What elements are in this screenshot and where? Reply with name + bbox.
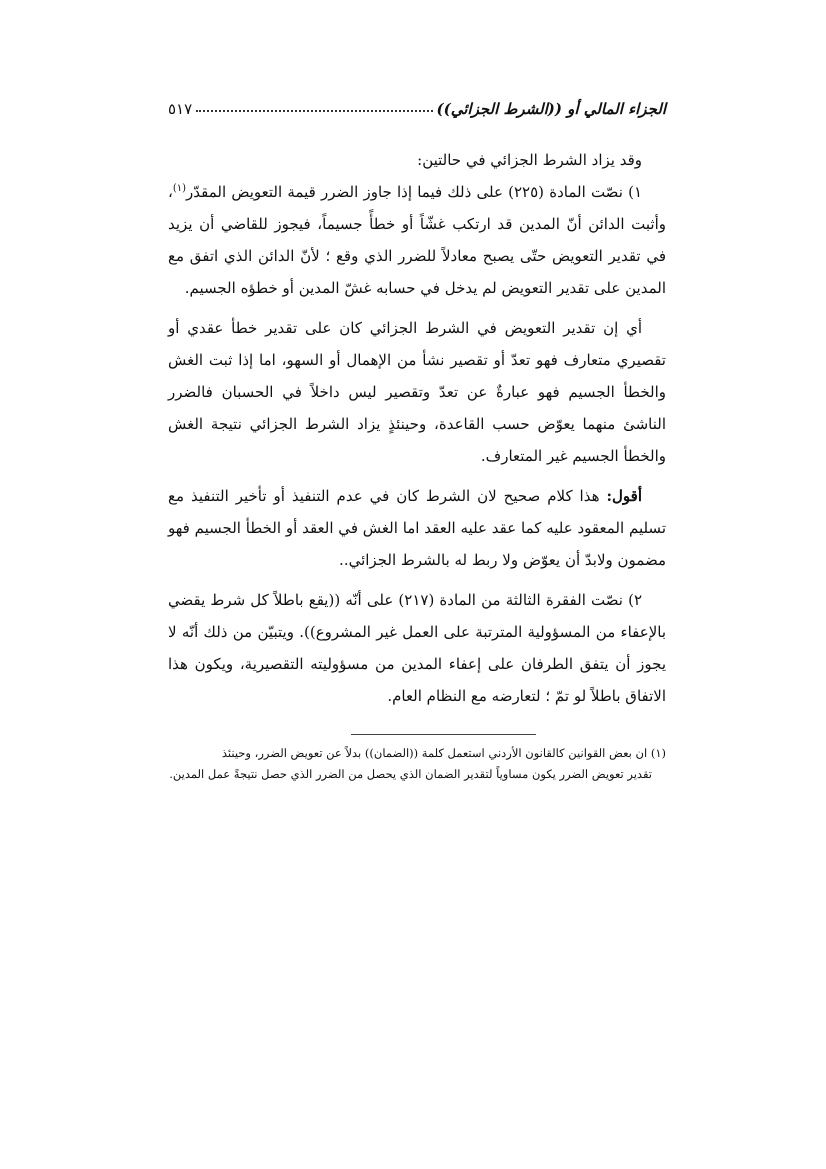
running-header xyxy=(168,92,666,118)
case-one-text-end: ، وأثبت الدائن أنّ المدين قد ارتكب غشّاً أو خطأً جسيماً، فيجوز للقاضي أن يزيد في تقدير التعويض حتّى يصبح معادلاً للضرر الذي وقع ؛ لأنّ الدائن الذي اتفق مع المدين على تقدير التعويض لم يدخل في حسابه غشّ المدين أو خطؤه الجسيم. xyxy=(168,183,666,297)
paragraph-explanation: أي إن تقدير التعويض في الشرط الجزائي كان على تقدير خطأ عقدي أو تقصيري متعارف فهو تعدّ أو تقصير نشأ من الإهمال أو السهو، اما إذا ثبت الغش والخطأ الجسيم فهو عبارةٌ عن تعدّ وتقصير ليس داخلاً في الحسبان فالضرر الناشئ منهما يعوّض حسب القاعدة، وحينئذٍ يزاد الشرط الجزائي نتيجة الغش والخطأ الجسيم غير المتعارف. xyxy=(168,319,666,465)
footnote-divider xyxy=(351,734,536,735)
paragraph-author-comment xyxy=(168,480,666,576)
footnote-line-1: (١) ان بعض القوانين كالقانون الأردني استعمل كلمة ((الضمان)) بدلاً عن تعويض الضرر، وحينئذ xyxy=(221,746,666,760)
footnote-line-2: تقدير تعويض الضرر يكون مساوياً لتقدير الضمان الذي يحصل من الضرر الذي حصل نتيجةً عمل المدين. xyxy=(169,767,652,781)
header-dot-leader xyxy=(196,109,432,112)
case-one-text-start: ١) نصّت المادة (٢٢٥) على ذلك فيما إذا جاوز الضرر قيمة التعويض المقدّر xyxy=(186,183,642,201)
header-title: الجزاء المالي أو ((الشرط الجزائي)) xyxy=(436,100,666,118)
body-text xyxy=(168,144,666,712)
footnote-reference: (١) xyxy=(172,183,187,194)
author-comment-lead: أقول: xyxy=(606,487,642,505)
paragraph-case-one xyxy=(168,176,666,304)
document-page xyxy=(168,92,666,785)
footnote xyxy=(168,743,666,785)
paragraph-intro: وقد يزاد الشرط الجزائي في حالتين: xyxy=(417,151,642,169)
page-number: ٥١٧ xyxy=(168,100,193,118)
author-comment-text: هذا كلام صحيح لان الشرط كان في عدم التنفيذ أو تأخير التنفيذ مع تسليم المعقود عليه كما عقد عليه العقد اما الغش في العقد أو الخطأ الجسيم فهو مضمون ولابدّ أن يعوّض ولا ربط له بالشرط الجزائي.. xyxy=(168,487,666,569)
paragraph-case-two: ٢) نصّت الفقرة الثالثة من المادة (٢١٧) على أنّه ((يقع باطلاً كل شرط يقضي بالإعفاء من المسؤولية المترتبة على العمل غير المشروع)). ويتبيّن من ذلك أنّه لا يجوز أن يتفق الطرفان على إعفاء المدين من مسؤوليته التقصيرية، ويكون هذا الاتفاق باطلاً لو تمّ ؛ لتعارضه مع النظام العام. xyxy=(168,591,666,705)
